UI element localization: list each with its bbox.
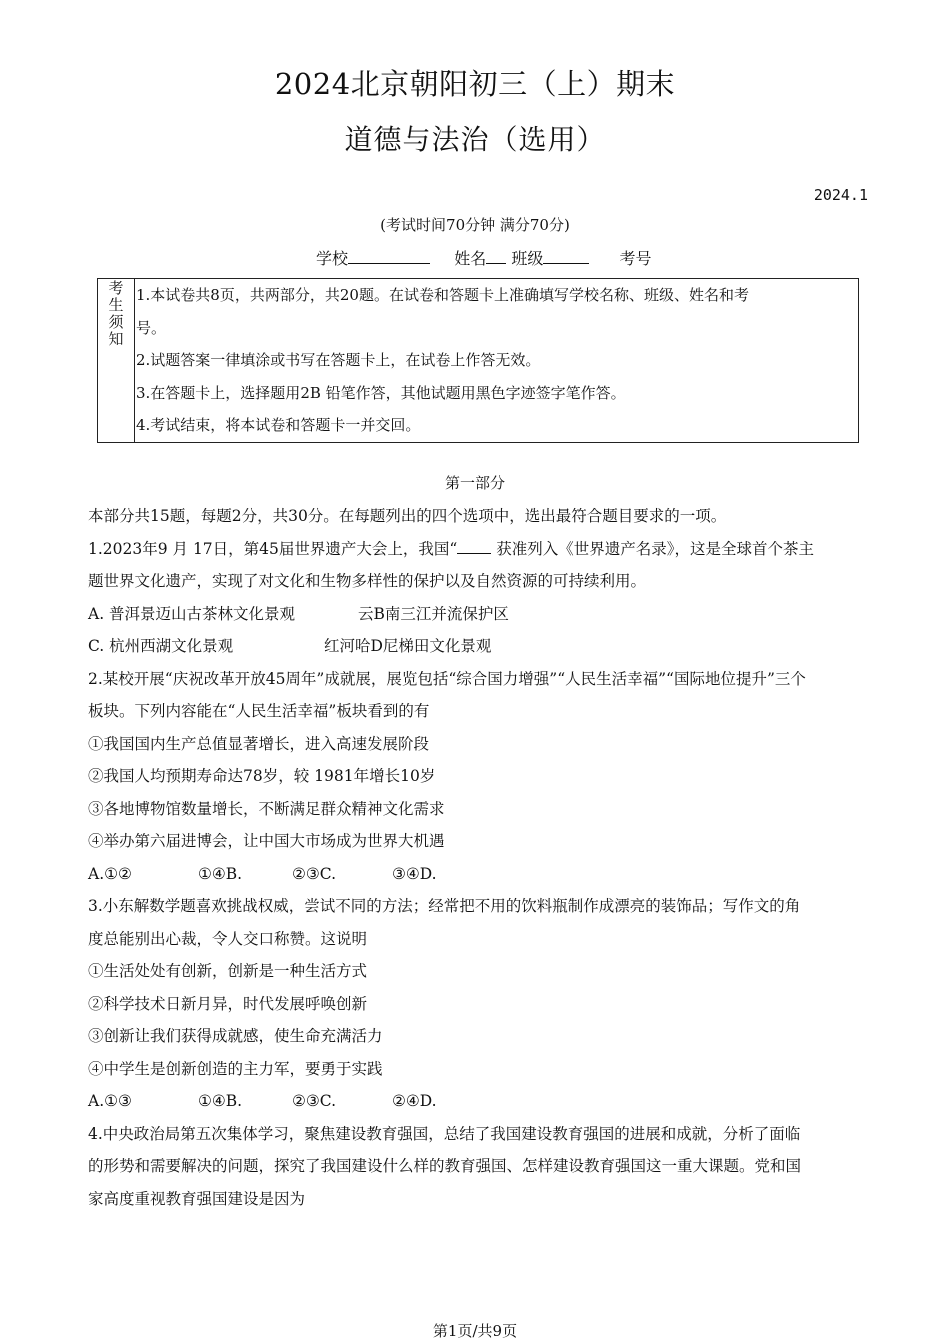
q2-option: ②③C.	[292, 864, 337, 883]
notice-side-char: 知	[108, 330, 124, 348]
question-body	[88, 500, 870, 1215]
q3-option: ②③C.	[292, 1092, 337, 1110]
q3-statement: ④中学生是创新创造的主力军，要勇于实践	[88, 1059, 383, 1078]
q1-stem-b: 获准列入《世界遗产名录》，这是全球首个茶主	[491, 539, 815, 558]
q1-stem-a: 1.2023年9 月 17日，第45届世界遗产大会上，我国“	[88, 539, 458, 558]
notice-item: 1.本试卷共8页，共两部分，共20题。在试卷和答题卡上准确填写学校名称、班级、姓名和考	[136, 286, 749, 304]
class-blank	[543, 249, 589, 264]
exam-no-label: 考号	[619, 249, 652, 268]
notice-item: 3.在答题卡上，选择题用2B 铅笔作答，其他试题用黑色字迹签字笔作答。	[136, 383, 626, 402]
q4-stem-line: 家高度重视教育强国建设是因为	[88, 1189, 306, 1208]
q3-stem-line: 度总能别出心裁，令人交口称赞。这说明	[88, 929, 368, 948]
q2-statement: ③各地博物馆数量增长，不断满足群众精神文化需求	[88, 799, 445, 818]
q1-option-a: A. 普洱景迈山古茶林文化景观	[88, 604, 296, 623]
q2-option: A.①②	[88, 864, 132, 883]
q1-options-row	[88, 598, 870, 631]
q3-option: ①④B.	[198, 1092, 243, 1110]
q3-statement: ①生活处处有创新，创新是一种生活方式	[88, 962, 368, 980]
notice-items	[136, 279, 852, 442]
notice-side-label	[98, 279, 135, 442]
school-label: 学校	[316, 249, 349, 268]
school-blank	[348, 249, 430, 264]
q1-answer-blank	[457, 539, 491, 554]
page-subtitle: 道德与法治（选用）	[344, 123, 606, 156]
section-intro: 本部分共15题，每题2分，共30分。在每题列出的四个选项中，选出最符合题目要求的一项。	[88, 507, 727, 525]
q1-option-d: 红河哈D尼梯田文化景观	[324, 637, 492, 655]
q1-option-b: 云B南三江并流保护区	[358, 604, 509, 623]
q2-statement: ①我国国内生产总值显著增长，进入高速发展阶段	[88, 734, 430, 753]
q2-statement: ④举办第六届进博会，让中国大市场成为世界大机遇	[88, 832, 445, 850]
q3-options-row	[88, 1085, 870, 1118]
q1-stem-line: 题世界文化遗产，实现了对文化和生物多样性的保护以及自然资源的可持续利用。	[88, 572, 647, 590]
q1-options-row	[88, 630, 870, 663]
name-blank	[486, 249, 506, 264]
notice-side-char: 生	[108, 296, 124, 314]
section-title: 第一部分	[444, 474, 505, 492]
class-label: 班级	[511, 249, 544, 268]
q2-option: ③④D.	[392, 864, 437, 883]
q2-statement: ②我国人均预期寿命达78岁，较 1981年增长10岁	[88, 767, 436, 785]
q2-options-row	[88, 858, 870, 891]
exam-date: 2024.1	[813, 186, 868, 204]
time-note: (考试时间70分钟 满分70分)	[380, 216, 570, 234]
notice-side-char: 须	[108, 313, 124, 331]
notice-box	[97, 278, 859, 443]
name-label: 姓名	[454, 249, 487, 268]
q1-stem-line	[88, 533, 870, 566]
q3-option: A.①③	[88, 1092, 132, 1110]
q2-option: ①④B.	[198, 864, 243, 883]
q3-statement: ②科学技术日新月异，时代发展呼唤创新	[88, 994, 368, 1013]
page-footer: 第1页/共9页	[432, 1322, 518, 1340]
q2-stem-line: 板块。下列内容能在“人民生活幸福”板块看到的有	[88, 702, 430, 720]
q3-statement: ③创新让我们获得成就感，使生命充满活力	[88, 1027, 383, 1045]
page-title: 2024北京朝阳初三（上）期末	[274, 67, 676, 101]
q1-option-c: C. 杭州西湖文化景观	[88, 637, 234, 655]
q3-stem-line: 3.小东解数学题喜欢挑战权威，尝试不同的方法；经常把不用的饮料瓶制作成漂亮的装饰品；写作文的角	[88, 897, 801, 915]
student-info-line	[316, 246, 652, 269]
q2-stem-line: 2.某校开展“庆祝改革开放45周年”成就展，展览包括“综合国力增强”“人民生活幸福”“国际地位提升”三个	[88, 669, 806, 688]
q4-stem-line: 4.中央政治局第五次集体学习，聚焦建设教育强国，总结了我国建设教育强国的进展和成就，分析了面临	[88, 1124, 801, 1143]
notice-side-char: 考	[108, 279, 124, 297]
notice-item: 号。	[136, 318, 167, 337]
notice-item: 2.试题答案一律填涂或书写在答题卡上，在试卷上作答无效。	[136, 351, 541, 369]
notice-item: 4.考试结束，将本试卷和答题卡一并交回。	[136, 416, 421, 434]
q3-option: ②④D.	[392, 1092, 437, 1110]
q4-stem-line: 的形势和需要解决的问题，探究了我国建设什么样的教育强国、怎样建设教育强国这一重大课题。党和国	[88, 1157, 802, 1175]
